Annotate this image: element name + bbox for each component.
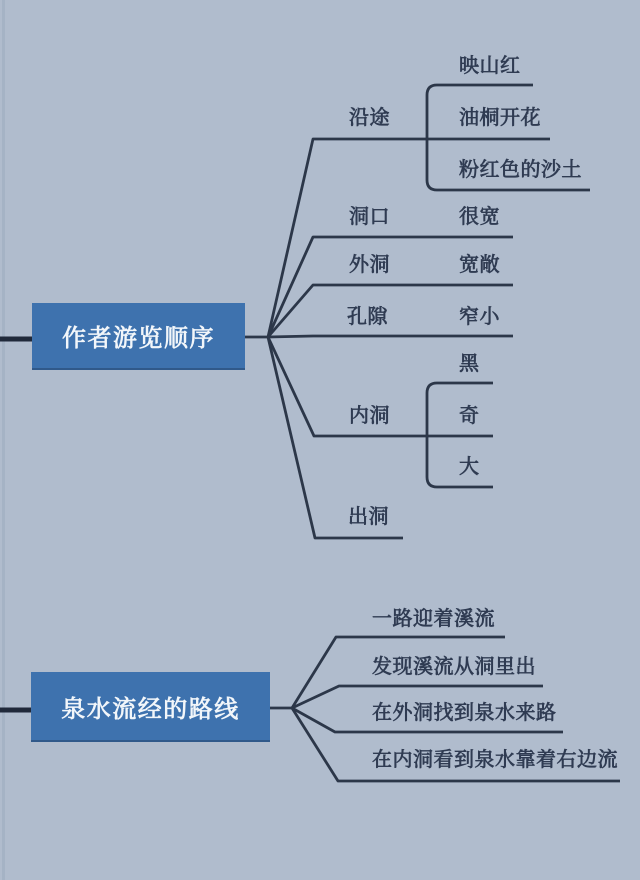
map2-branch-1-label[interactable]: 发现溪流从洞里出 bbox=[372, 654, 536, 678]
map1-branch-5-label[interactable]: 出洞 bbox=[348, 504, 389, 528]
map1-branch-0-label[interactable]: 沿途 bbox=[349, 105, 390, 129]
map2-branch-0-label[interactable]: 一路迎着溪流 bbox=[372, 606, 495, 630]
map1-branch-0-child-1[interactable]: 油桐开花 bbox=[459, 105, 541, 129]
map1-branch-4-label[interactable]: 内洞 bbox=[349, 403, 390, 427]
map1-branch-line-3 bbox=[268, 336, 513, 337]
root-node-author-tour-order[interactable] bbox=[32, 303, 245, 370]
map1-branch-4-child-1[interactable]: 奇 bbox=[459, 403, 480, 427]
map1-branch-4-child-0[interactable]: 黑 bbox=[459, 351, 480, 375]
map1-branch-1-label[interactable]: 洞口 bbox=[349, 204, 390, 228]
map1-branch-0-child-0[interactable]: 映山红 bbox=[459, 53, 521, 77]
map1-branch-3-label[interactable]: 孔隙 bbox=[347, 304, 388, 328]
map1-branch-4-child-2[interactable]: 大 bbox=[459, 454, 480, 478]
map1-branch-3-child-0[interactable]: 窄小 bbox=[459, 304, 500, 328]
map1-branch-2-label[interactable]: 外洞 bbox=[349, 252, 390, 276]
root-node-spring-water-route-label: 泉水流经的路线 bbox=[61, 694, 240, 723]
root-node-author-tour-order-label: 作者游览顺序 bbox=[62, 324, 215, 352]
map2-branch-2-label[interactable]: 在外洞找到泉水来路 bbox=[372, 700, 557, 724]
map1-branch-2-child-0[interactable]: 宽敞 bbox=[459, 252, 500, 276]
map2-branch-3-label[interactable]: 在内洞看到泉水靠着右边流 bbox=[372, 747, 618, 771]
map1-branch-1-child-0[interactable]: 很宽 bbox=[459, 204, 500, 228]
root-node-spring-water-route[interactable] bbox=[31, 672, 270, 742]
map1-branch-0-child-2[interactable]: 粉红色的沙土 bbox=[459, 157, 582, 181]
